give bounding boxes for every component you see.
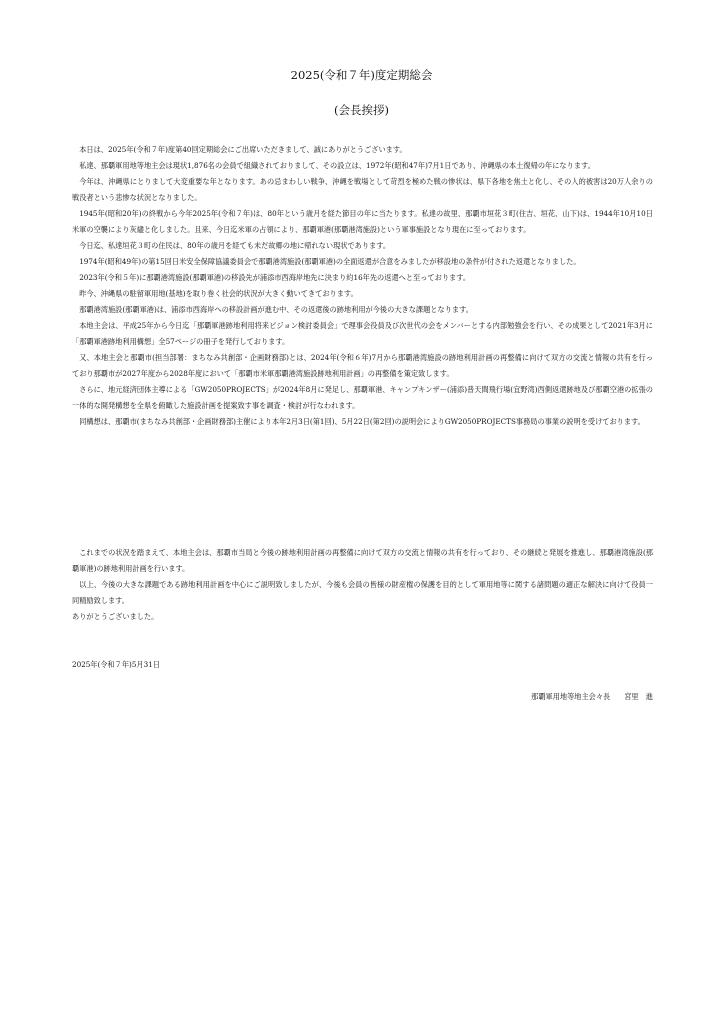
paragraph: 同構想は、那覇市(まちなみ共創部・企画財務部)主催により本年2月3日(第1回)、5月22日(第2回)の説明会によりGW2050PROJECTS事務局の事業の説明を受けております。	[79, 417, 645, 426]
closing-paragraph: これまでの状況を踏まえて、本地主会は、那覇市当局と今後の跡地利用計画の再整備に向けて双方の交流と情報の共有を行っており、その継続と発展を推進し、那覇港湾施設(那覇軍港)の跡地利用計画を行います。	[72, 548, 653, 573]
speech-body	[72, 142, 653, 430]
paragraph: 今年は、沖縄県にとりまして大変重要な年となります。あの忌まわしい戦争、沖縄を戦場として苛烈を極めた戦の惨状は、県下各地を焦土と化し、その人的被害は20万人余りの戦没者という悲惨な状況となりました。	[72, 177, 653, 202]
paragraph: さらに、地元経済団体主導による「GW2050PROJECTS」が2024年8月に発足し、那覇軍港、キャンプキンザー(浦添)普天間飛行場(宜野湾)西側返還跡地及び那覇空港の拡張の一体的な開発構想を全県を俯瞰した施設計画を提案致す事を調査・検討が行なわれます。	[72, 385, 653, 410]
paragraph: 那覇港湾施設(那覇軍港)は、浦添市西海岸への移設計画が進む中、その返還後の跡地利用が今後の大きな課題となります。	[79, 305, 473, 314]
signature-name: 宮里 進	[624, 692, 653, 701]
signature	[531, 689, 653, 705]
speech-closing	[72, 545, 653, 625]
document-date: 2025年(令和７年)5月31日	[72, 660, 160, 669]
paragraph: 本日は、2025年(令和７年)度第40回定期総会にご出席いただきまして、誠にありがとうございます。	[79, 145, 407, 154]
paragraph: 本地主会は、平成25年から今日迄「那覇軍港跡地利用将来ビジョン検討委員会」で理事会役員及び次世代の会をメンバーとする内部勉強会を行い、その成果として2021年3月に「那覇軍港跡地利用構想」全57ページの冊子を発行しております。	[72, 321, 653, 346]
paragraph: 私達、那覇軍用地等地主会は現状1,876名の会員で組織されておりまして、その設立は、1972年(昭和47年)7月1日であり、沖縄県の本土復帰の年になります。	[79, 161, 595, 170]
document-subtitle: (会長挨拶)	[334, 103, 389, 117]
paragraph: 昨今、沖縄県の駐留軍用地(基地)を取り巻く社会的状況が大きく動いてきております。	[79, 289, 358, 298]
paragraph: 2023年(令和５年)に那覇港湾施設(那覇軍港)の移設先が浦添市西海岸地先に決まり約16年先の返還へと至っております。	[79, 273, 471, 282]
paragraph: 1945年(昭和20年)の終戦から今年2025年(令和７年)は、80年という歳月を経た節目の年に当たります。私達の故里、那覇市垣花３町(住吉、垣花、山下)は、1944年10月10日米軍の空襲により灰燼と化しました。且来、今日迄米軍の占領により、那覇軍港(那覇港湾施設)という軍事施設となり現在に至っております。	[72, 209, 653, 234]
closing-paragraph: 以上、今後の大きな課題である跡地利用計画を中心にご説明致しましたが、今後も会員の皆様の財産権の保護を目的として軍用地等に関する諸問題の適正な解決に向けて役員一同精励致します。	[72, 580, 653, 605]
signature-role: 那覇軍用地等地主会々長	[531, 692, 611, 701]
paragraph: 1974年(昭和49年)の第15回日米安全保障協議委員会で那覇港湾施設(那覇軍港)の全面返還が合意をみましたが移設地の条件が付された返還となりました。	[79, 257, 581, 266]
paragraph: 又、本地主会と那覇市(担当部署：まちなみ共創部・企画財務部)とは、2024年(令和６年)7月から那覇港湾施設の跡地利用計画の再整備に向けて双方の交流と情報の共有を行っており那覇市が2027年度から2028年度において「那覇市米軍那覇港湾施設跡地利用計画」の再整備を策定致します。	[72, 353, 653, 378]
document-title: 2025(令和７年)度定期総会	[290, 68, 433, 82]
thanks-line: ありがとうございました。	[72, 612, 159, 621]
paragraph: 今日迄、私達垣花３町の住民は、80年の歳月を経ても未だ故郷の地に帰れない現状であります。	[79, 241, 391, 250]
